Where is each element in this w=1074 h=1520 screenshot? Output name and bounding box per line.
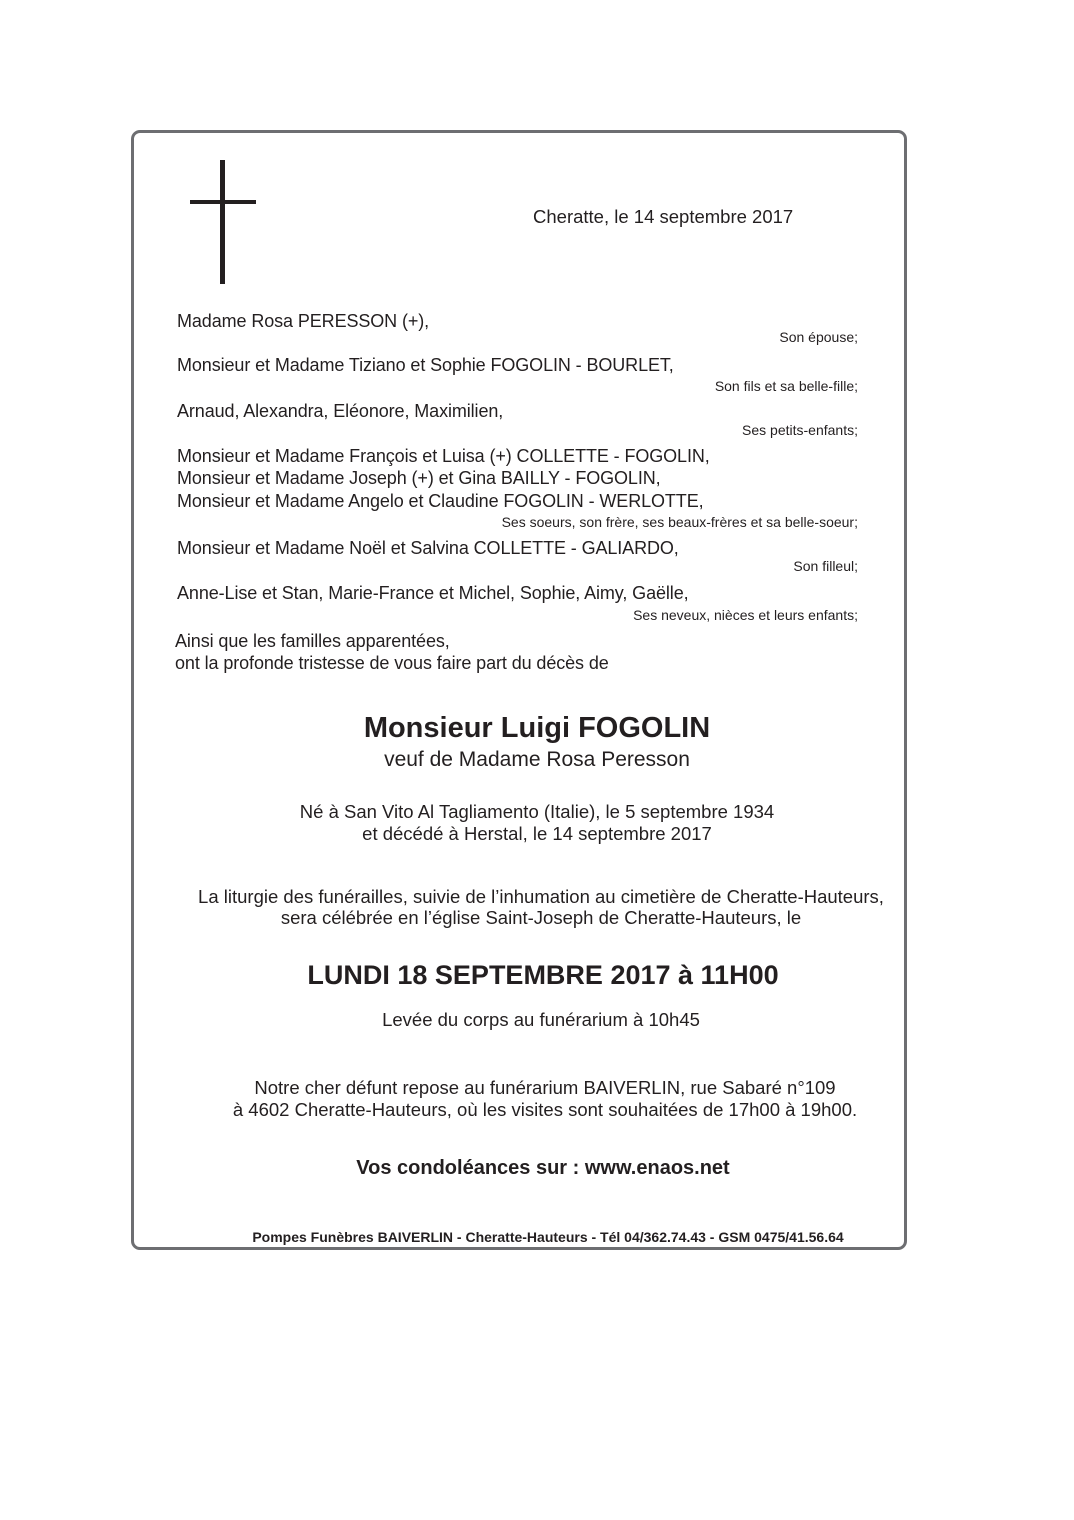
funeral-date: LUNDI 18 SEPTEMBRE 2017 à 11H00 bbox=[307, 960, 779, 990]
place-date: Cheratte, le 14 septembre 2017 bbox=[533, 206, 794, 227]
family-line: Monsieur et Madame Noël et Salvina COLLETTE - GALIARDO, bbox=[177, 538, 679, 558]
deceased-name: Monsieur Luigi FOGOLIN bbox=[363, 712, 711, 744]
family-line: Madame Rosa PERESSON (+), bbox=[177, 311, 430, 331]
family-line: Anne-Lise et Stan, Marie-France et Michel, Sophie, Aimy, Gaëlle, bbox=[177, 583, 689, 603]
family-line: Monsieur et Madame Angelo et Claudine FOGOLIN - WERLOTTE, bbox=[177, 491, 704, 511]
death-line: et décédé à Herstal, le 14 septembre 2017 bbox=[362, 823, 712, 844]
family-line: Monsieur et Madame François et Luisa (+) COLLETTE - FOGOLIN, bbox=[177, 446, 710, 466]
condolences-line: Vos condoléances sur : www.enaos.net bbox=[356, 1157, 730, 1179]
levee-line: Levée du corps au funérarium à 10h45 bbox=[382, 1009, 700, 1030]
family-role: Son épouse; bbox=[779, 329, 858, 345]
family-line: Arnaud, Alexandra, Eléonore, Maximilien, bbox=[177, 401, 504, 421]
intro-line: Ainsi que les familles apparentées, bbox=[175, 631, 450, 651]
birth-line: Né à San Vito Al Tagliamento (Italie), le 5 septembre 1934 bbox=[299, 801, 775, 822]
family-role: Son fils et sa belle-fille; bbox=[714, 378, 858, 394]
liturgy-line: La liturgie des funérailles, suivie de l’inhumation au cimetière de Cheratte-Hauteurs, bbox=[198, 886, 884, 907]
intro-line: ont la profonde tristesse de vous faire part du décès de bbox=[175, 653, 609, 673]
footer-contact: Pompes Funèbres BAIVERLIN - Cheratte-Hauteurs - Tél 04/362.74.43 - GSM 0475/41.56.64 bbox=[252, 1229, 844, 1245]
cross-icon bbox=[190, 160, 256, 284]
widow-of: veuf de Madame Rosa Peresson bbox=[384, 748, 690, 771]
liturgy-line: sera célébrée en l’église Saint-Joseph de Cheratte-Hauteurs, le bbox=[280, 907, 802, 928]
family-role: Son filleul; bbox=[793, 558, 858, 574]
family-line: Monsieur et Madame Tiziano et Sophie FOGOLIN - BOURLET, bbox=[177, 355, 674, 375]
family-role: Ses neveux, nièces et leurs enfants; bbox=[633, 607, 858, 623]
family-role: Ses petits-enfants; bbox=[742, 422, 858, 438]
repose-line: à 4602 Cheratte-Hauteurs, où les visites sont souhaitées de 17h00 à 19h00. bbox=[232, 1099, 858, 1120]
repose-line: Notre cher défunt repose au funérarium BAIVERLIN, rue Sabaré n°109 bbox=[254, 1077, 836, 1098]
family-role: Ses soeurs, son frère, ses beaux-frères et sa belle-soeur; bbox=[501, 514, 858, 530]
family-line: Monsieur et Madame Joseph (+) et Gina BAILLY - FOGOLIN, bbox=[177, 468, 661, 488]
